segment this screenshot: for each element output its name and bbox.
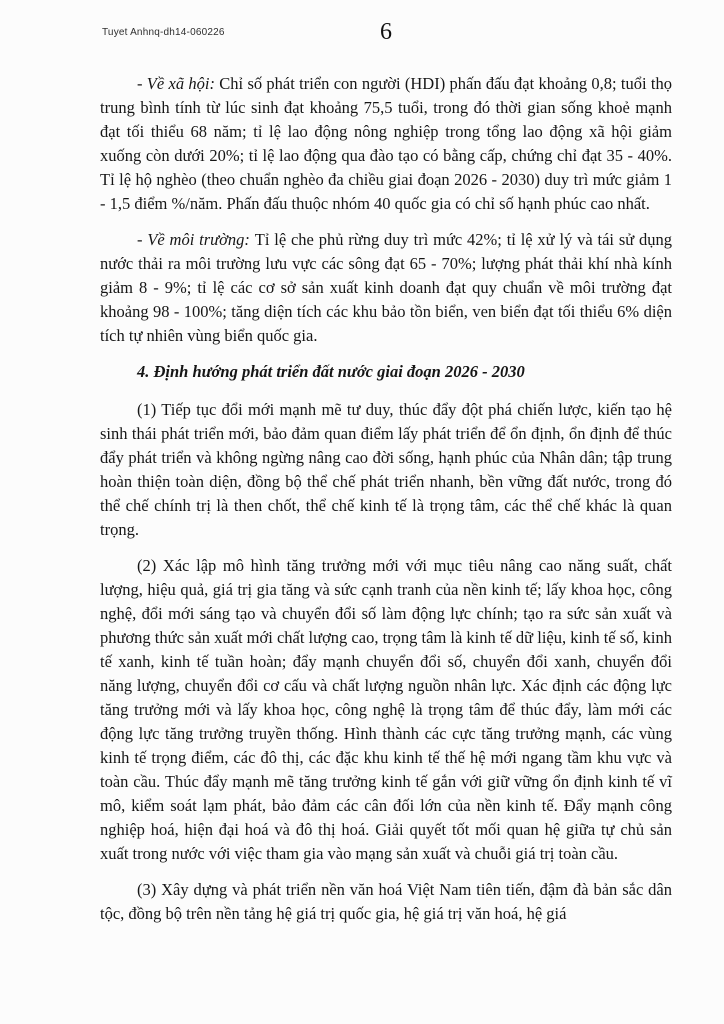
paragraph-social-lead: - Về xã hội: (137, 74, 220, 93)
paragraph-social-text: Chỉ số phát triển con người (HDI) phấn đấu đạt khoảng 0,8; tuổi thọ trung bình tính từ lúc sinh đạt khoảng 75,5 tuổi, trong đó thời gian sống khoẻ mạnh đạt tối thiểu 68 năm; tỉ lệ lao động nông nghiệp trong tổng lao động xã hội giảm xuống còn dưới 20%; tỉ lệ lao động qua đào tạo có bằng cấp, chứng chỉ đạt 35 - 40%. Tỉ lệ hộ nghèo (theo chuẩn nghèo đa chiều giai đoạn 2026 - 2030) duy trì mức giảm 1 - 1,5 điểm %/năm. Phấn đấu thuộc nhóm 40 quốc gia có chỉ số hạnh phúc cao nhất. (100, 74, 672, 213)
paragraph-2: (2) Xác lập mô hình tăng trưởng mới với mục tiêu nâng cao năng suất, chất lượng, hiệu quả, giá trị gia tăng và sức cạnh tranh của nền kinh tế; lấy khoa học, công nghệ, đổi mới sáng tạo và chuyển đổi số làm động lực chính; tạo ra sức sản xuất và phương thức sản xuất mới chất lượng cao, trọng tâm là kinh tế dữ liệu, kinh tế số, kinh tế xanh, kinh tế tuần hoàn; đẩy mạnh chuyển đổi số, chuyển đổi xanh, chuyển đổi năng lượng, chuyển đổi cơ cấu và chất lượng nguồn nhân lực. Xác định các động lực tăng trưởng mới và lấy khoa học, công nghệ là trọng tâm để thúc đẩy, làm mới các động lực tăng trưởng truyền thống. Hình thành các cực tăng trưởng mạnh, các vùng kinh tế trọng điểm, các đô thị, các đặc khu kinh tế thế hệ mới ngang tầm khu vực và toàn cầu. Thúc đẩy mạnh mẽ tăng trưởng kinh tế gắn với giữ vững ổn định kinh tế vĩ mô, kiểm soát lạm phát, bảo đảm các cân đối lớn của nền kinh tế. Đẩy mạnh công nghiệp hoá, hiện đại hoá và đô thị hoá. Giải quyết tốt mối quan hệ giữa tự chủ sản xuất trong nước với việc tham gia vào mạng sản xuất và chuỗi giá trị toàn cầu. (100, 556, 672, 863)
paragraph-1: (1) Tiếp tục đổi mới mạnh mẽ tư duy, thúc đẩy đột phá chiến lược, kiến tạo hệ sinh thái phát triển mới, bảo đảm quan điểm lấy phát triển để ổn định, ổn định để thúc đẩy phát triển và không ngừng nâng cao đời sống, hạnh phúc của Nhân dân; tập trung hoàn thiện toàn diện, đồng bộ thể chế phát triển nhanh, bền vững đất nước, trong đó thể chế chính trị là then chốt, thể chế kinh tế là trọng tâm, các thể chế khác là quan trọng. (100, 400, 672, 539)
section-heading: 4. Định hướng phát triển đất nước giai đoạn 2026 - 2030 (137, 362, 525, 381)
page-number: 6 (380, 19, 392, 45)
page-header (100, 12, 672, 54)
document-body (100, 72, 672, 938)
header-author-id: Tuyet Anhnq-dh14-060226 (102, 27, 225, 38)
paragraph-3: (3) Xây dựng và phát triển nền văn hoá Việt Nam tiên tiến, đậm đà bản sắc dân tộc, đồng bộ trên nền tảng hệ giá trị quốc gia, hệ giá trị văn hoá, hệ giá (100, 880, 672, 923)
paragraph-environment (100, 228, 672, 348)
paragraph-environment-text: Tỉ lệ che phủ rừng duy trì mức 42%; tỉ lệ xử lý và tái sử dụng nước thải ra môi trường lưu vực các sông đạt 65 - 70%; lượng phát thải khí nhà kính giảm 8 - 9%; tỉ lệ các cơ sở sản xuất kinh doanh đạt quy chuẩn về môi trường đạt khoảng 98 - 100%; tăng diện tích các khu bảo tồn biển, ven biển đạt tối thiểu 6% diện tích tự nhiên vùng biển quốc gia. (100, 230, 673, 345)
paragraph-environment-lead: - Về môi trường: (137, 230, 255, 249)
paragraph-social (100, 72, 672, 216)
